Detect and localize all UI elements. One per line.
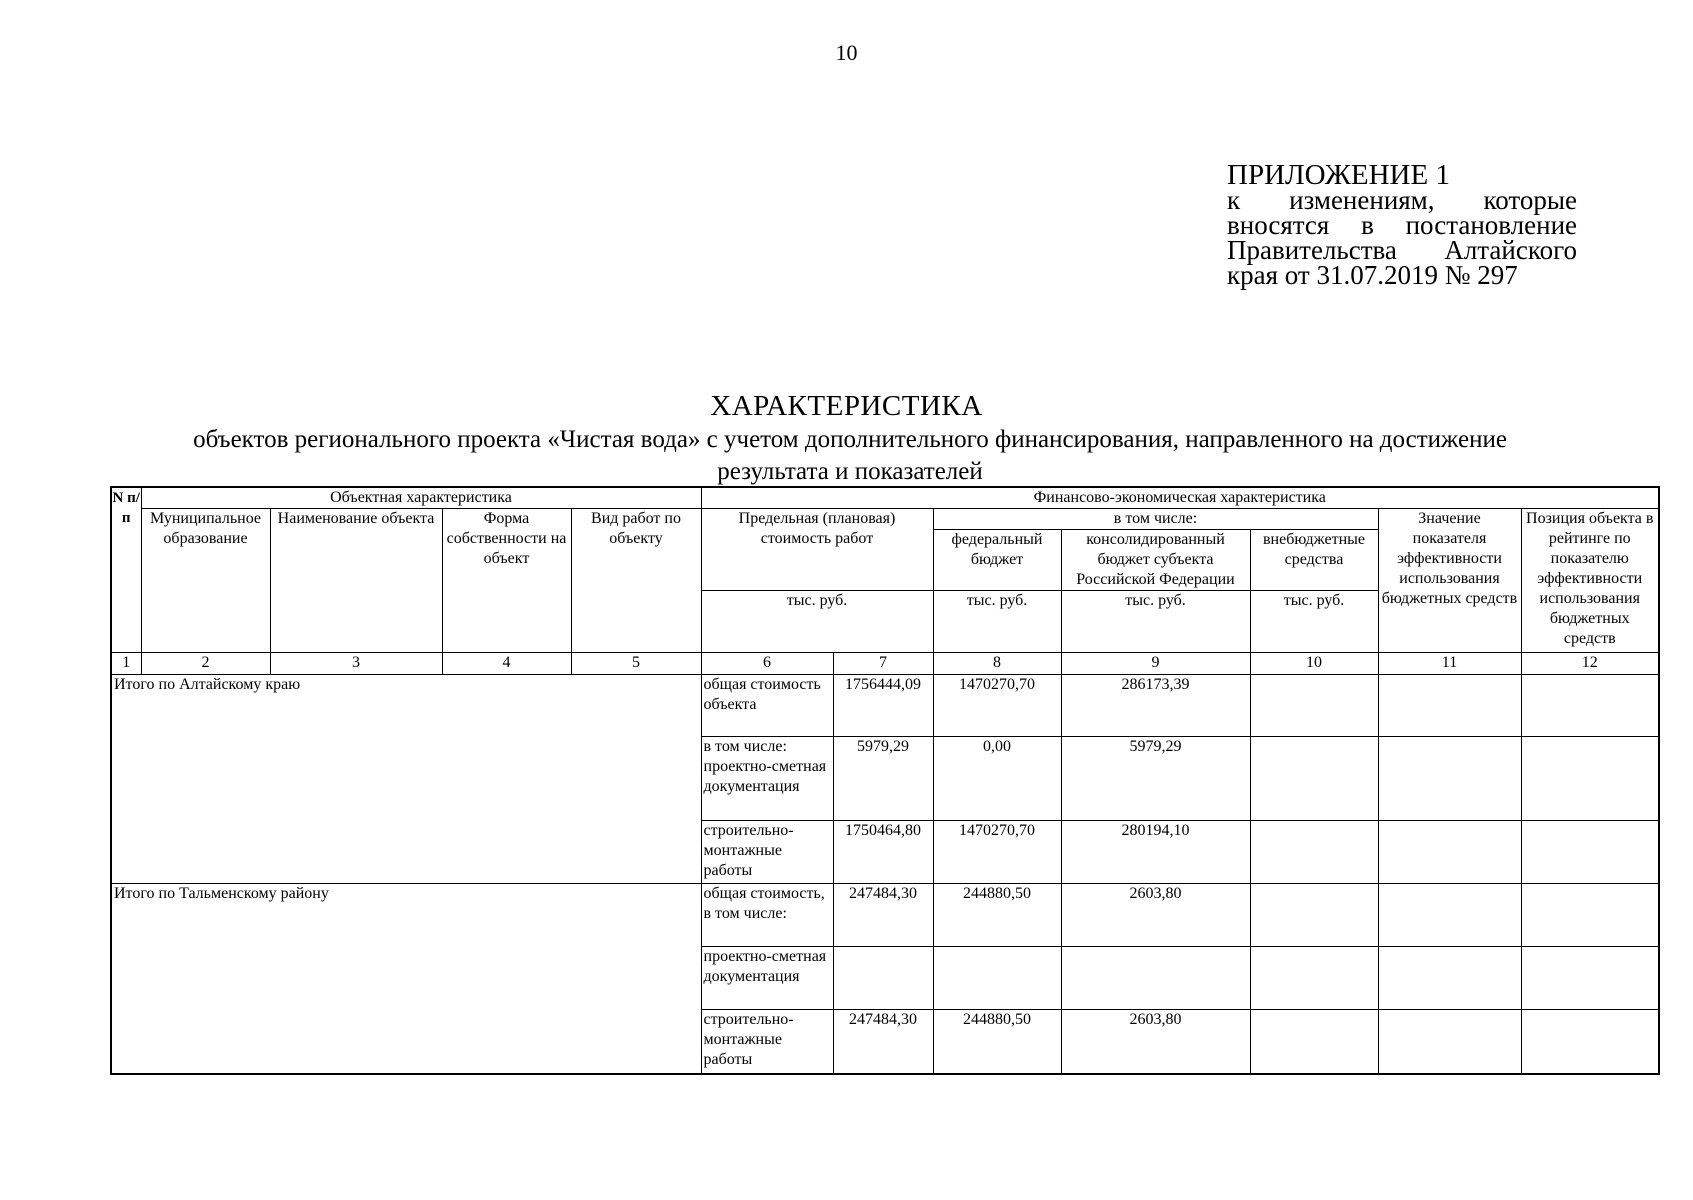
work-kind: в том числе: проектно-сметная документация: [701, 737, 833, 821]
consolidated-budget: 2603,80: [1061, 1010, 1250, 1074]
column-number: 5: [571, 653, 701, 675]
appendix-line-4: края от 31.07.2019 № 297: [1227, 260, 1518, 290]
column-number: 1: [111, 653, 141, 675]
unit-cell: тыс. руб.: [1061, 591, 1250, 653]
rating-position: [1521, 737, 1659, 821]
extrabudget: [1250, 737, 1378, 821]
appendix-title: ПРИЛОЖЕНИЕ 1: [1227, 159, 1450, 191]
rating-position: [1521, 675, 1659, 737]
federal-budget: 0,00: [933, 737, 1061, 821]
header-row-2: [111, 509, 1659, 530]
header-federal: федеральный бюджет: [933, 530, 1061, 591]
group-label: Итого по Алтайскому краю: [111, 675, 701, 884]
column-number: 7: [833, 653, 933, 675]
unit-cell: тыс. руб.: [933, 591, 1061, 653]
rating-position: [1521, 1010, 1659, 1074]
appendix-line-1: к изменениям, которые: [1227, 185, 1577, 215]
column-number: 9: [1061, 653, 1250, 675]
work-kind: проектно-сметная документация: [701, 947, 833, 1010]
appendix-line-2: вносятся в постановление: [1227, 210, 1577, 240]
characteristics-table: [110, 486, 1660, 1075]
extrabudget: [1250, 947, 1378, 1010]
rating-position: [1521, 821, 1659, 884]
column-number: 4: [442, 653, 571, 675]
header-municipal: Муниципальное образование: [141, 509, 270, 653]
column-number: 11: [1378, 653, 1521, 675]
header-np: N п/п: [111, 487, 141, 653]
header-row-1: [111, 487, 1659, 509]
column-number: 3: [270, 653, 442, 675]
federal-budget: 244880,50: [933, 1010, 1061, 1074]
header-consolidated: консолидированный бюджет субъекта Российской Федерации: [1061, 530, 1250, 591]
total-cost: 1756444,09: [833, 675, 933, 737]
rating-position: [1521, 884, 1659, 947]
header-object-name: Наименование объекта: [270, 509, 442, 653]
efficiency-value: [1378, 947, 1521, 1010]
efficiency-value: [1378, 675, 1521, 737]
federal-budget: [933, 947, 1061, 1010]
table-row: [111, 884, 1659, 947]
work-kind: общая стоимость, в том числе:: [701, 884, 833, 947]
unit-cell: тыс. руб.: [1250, 591, 1378, 653]
unit-cell: тыс. руб.: [701, 591, 933, 653]
column-number: 12: [1521, 653, 1659, 675]
header-extrabudget: внебюджетные средства: [1250, 530, 1378, 591]
total-cost: [833, 947, 933, 1010]
column-number: 8: [933, 653, 1061, 675]
page-number: 10: [835, 40, 858, 65]
efficiency-value: [1378, 1010, 1521, 1074]
federal-budget: 1470270,70: [933, 675, 1061, 737]
header-including: в том числе:: [933, 509, 1378, 530]
column-number: 2: [141, 653, 270, 675]
consolidated-budget: 2603,80: [1061, 884, 1250, 947]
efficiency-value: [1378, 884, 1521, 947]
document-subheading: объектов регионального проекта «Чистая вода» с учетом дополнительного финансирования, направленного на достижение результата и показателей: [193, 426, 1507, 485]
work-kind: строительно-монтажные работы: [701, 821, 833, 884]
header-finance-characteristic: Финансово-экономическая характеристика: [701, 487, 1659, 509]
header-object-characteristic: Объектная характеристика: [141, 487, 701, 509]
extrabudget: [1250, 884, 1378, 947]
table-row: [111, 675, 1659, 737]
header-efficiency: Значение показателя эффективности использования бюджетных средств: [1378, 509, 1521, 653]
column-number: 10: [1250, 653, 1378, 675]
efficiency-value: [1378, 821, 1521, 884]
extrabudget: [1250, 1010, 1378, 1074]
efficiency-value: [1378, 737, 1521, 821]
total-cost: 247484,30: [833, 884, 933, 947]
consolidated-budget: 280194,10: [1061, 821, 1250, 884]
total-cost: 247484,30: [833, 1010, 933, 1074]
group-label: Итого по Тальменскому району: [111, 884, 701, 1074]
federal-budget: 244880,50: [933, 884, 1061, 947]
consolidated-budget: 5979,29: [1061, 737, 1250, 821]
header-max-cost: Предельная (плановая) стоимость работ: [701, 509, 933, 591]
total-cost: 5979,29: [833, 737, 933, 821]
document-heading: ХАРАКТЕРИСТИКА: [710, 390, 983, 422]
total-cost: 1750464,80: [833, 821, 933, 884]
appendix-line-3: Правительства Алтайского: [1227, 235, 1577, 265]
extrabudget: [1250, 675, 1378, 737]
appendix-block: [1227, 159, 1577, 290]
federal-budget: 1470270,70: [933, 821, 1061, 884]
consolidated-budget: 286173,39: [1061, 675, 1250, 737]
header-ownership: Форма собственности на объект: [442, 509, 571, 653]
column-number: 6: [701, 653, 833, 675]
column-number-row: [111, 653, 1659, 675]
extrabudget: [1250, 821, 1378, 884]
work-kind: строительно-монтажные работы: [701, 1010, 833, 1074]
consolidated-budget: [1061, 947, 1250, 1010]
work-kind: общая стоимость объекта: [701, 675, 833, 737]
header-work-type: Вид работ по объекту: [571, 509, 701, 653]
header-rating: Позиция объекта в рейтинге по показателю эффективности использования бюджетных средств: [1521, 509, 1659, 653]
rating-position: [1521, 947, 1659, 1010]
